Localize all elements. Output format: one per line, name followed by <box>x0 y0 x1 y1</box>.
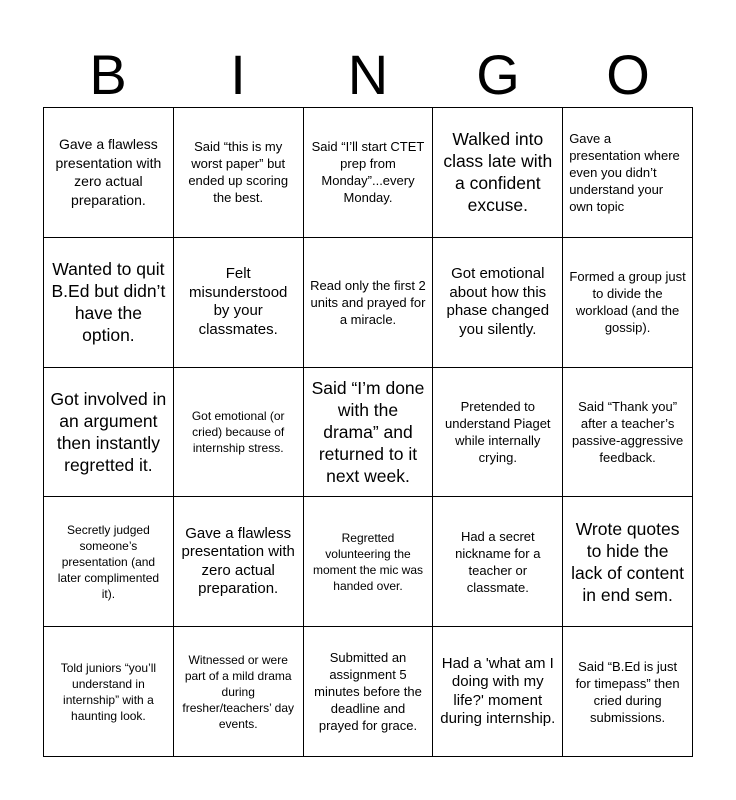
bingo-cell-r4-c2[interactable] <box>174 497 304 627</box>
bingo-cell-r3-c5[interactable] <box>563 368 693 498</box>
cell-text: Wanted to quit B.Ed but didn’t have the option. <box>51 259 166 346</box>
header-letter-b: B <box>89 43 127 106</box>
bingo-cell-r5-c4[interactable] <box>433 627 563 757</box>
bingo-cell-r5-c3[interactable] <box>304 627 434 757</box>
bingo-cell-r1-c2[interactable] <box>174 108 304 238</box>
bingo-cell-r4-c3[interactable] <box>304 497 434 627</box>
bingo-cell-r3-c4[interactable] <box>433 368 563 498</box>
cell-text: Pretended to understand Piaget while internally crying. <box>445 398 551 465</box>
cell-text: Got involved in an argument then instantly regretted it. <box>50 388 167 475</box>
bingo-cell-r3-c2[interactable] <box>174 368 304 498</box>
cell-text: Formed a group just to divide the workload (and the gossip). <box>569 269 686 336</box>
bingo-cell-r2-c4[interactable] <box>433 238 563 368</box>
bingo-header <box>43 44 693 106</box>
cell-text: Got emotional about how this phase changed you silently. <box>446 265 550 338</box>
bingo-cell-r1-c4[interactable] <box>433 108 563 238</box>
cell-text: Regretted volunteering the moment the mic was handed over. <box>312 530 424 593</box>
bingo-cell-r2-c5[interactable] <box>563 238 693 368</box>
bingo-cell-r4-c1[interactable] <box>44 497 174 627</box>
bingo-cell-r2-c3[interactable] <box>304 238 434 368</box>
bingo-cell-r1-c1[interactable] <box>44 108 174 238</box>
cell-text: Gave a presentation where even you didn’t understand your own topic <box>569 130 680 214</box>
bingo-cell-r4-c5[interactable] <box>563 497 693 627</box>
bingo-card-grid <box>43 107 693 757</box>
cell-text: Read only the first 2 units and prayed for a miracle. <box>310 277 426 327</box>
cell-text: Gave a flawless presentation with zero actual preparation. <box>55 136 162 208</box>
cell-text: Said “this is my worst paper” but ended up scoring the best. <box>188 139 289 206</box>
bingo-cell-r1-c5[interactable] <box>563 108 693 238</box>
cell-text: Said “B.Ed is just for timepass” then cried during submissions. <box>575 658 680 725</box>
bingo-cell-r2-c1[interactable] <box>44 238 174 368</box>
cell-text: Submitted an assignment 5 minutes before the deadline and prayed for grace. <box>314 650 422 734</box>
bingo-cell-r5-c1[interactable] <box>44 627 174 757</box>
cell-text: Felt misunderstood by your classmates. <box>189 265 288 338</box>
cell-text: Said “I’ll start CTET prep from Monday”...every Monday. <box>311 139 425 206</box>
bingo-cell-r2-c2[interactable] <box>174 238 304 368</box>
cell-text: Said “Thank you” after a teacher’s passive-aggressive feedback. <box>571 398 684 465</box>
bingo-cell-r5-c5[interactable] <box>563 627 693 757</box>
cell-text: Had a 'what am I doing with my life?' moment during internship. <box>440 654 556 728</box>
bingo-cell-r1-c3[interactable] <box>304 108 434 238</box>
cell-text: Said “I’m done with the drama” and returned to it next week. <box>311 377 425 486</box>
cell-text: Got emotional (or cried) because of internship stress. <box>191 408 285 455</box>
cell-text: Wrote quotes to hide the lack of content in end sem. <box>571 518 685 605</box>
cell-text: Witnessed or were part of a mild drama during fresher/teachers’ day events. <box>182 652 294 731</box>
header-letter-o: O <box>606 43 650 106</box>
bingo-cell-r3-c3[interactable] <box>304 368 434 498</box>
header-letter-n: N <box>347 43 389 106</box>
cell-text: Secretly judged someone’s presentation (and later complimented it). <box>57 522 160 601</box>
header-letter-g: G <box>476 43 520 106</box>
cell-text: Gave a flawless presentation with zero actual preparation. <box>181 524 295 598</box>
cell-text: Had a secret nickname for a teacher or classmate. <box>455 528 541 595</box>
bingo-cell-r4-c4[interactable] <box>433 497 563 627</box>
header-letter-i: I <box>230 43 246 106</box>
cell-text: Walked into class late with a confident excuse. <box>443 129 553 216</box>
bingo-cell-r3-c1[interactable] <box>44 368 174 498</box>
cell-text: Told juniors “you’ll understand in internship” with a haunting look. <box>60 660 157 723</box>
bingo-cell-r5-c2[interactable] <box>174 627 304 757</box>
